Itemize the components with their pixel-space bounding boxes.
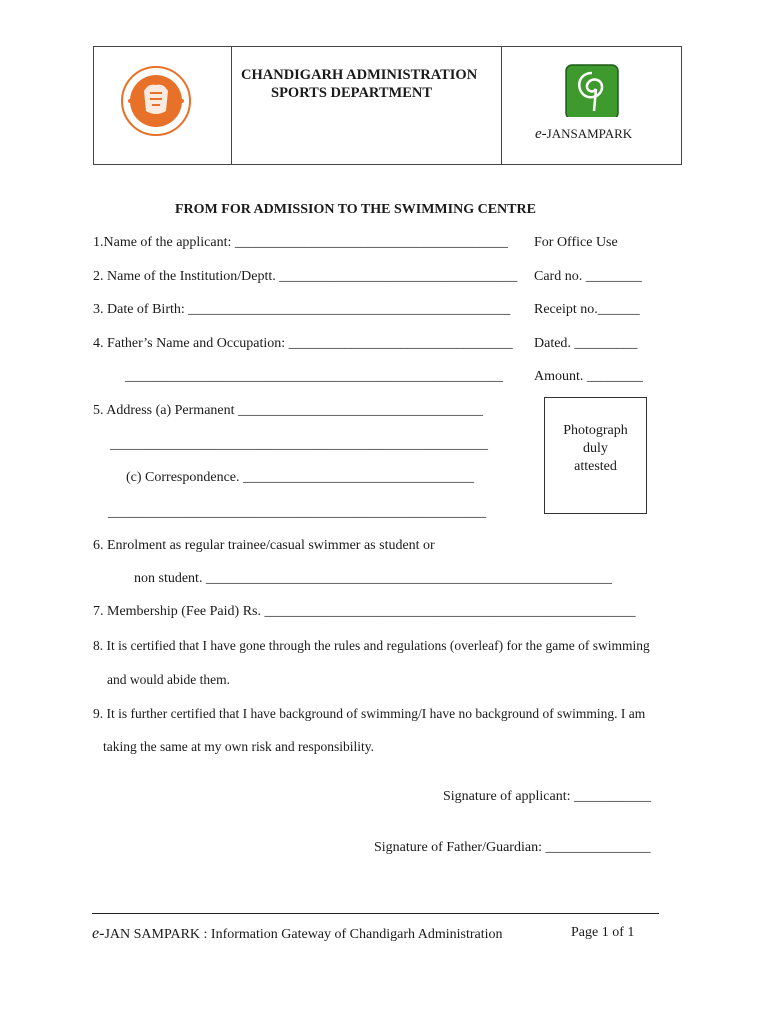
ejansampark-caption (535, 126, 632, 143)
chandigarh-seal-logo (94, 47, 231, 164)
photo-label-line3: attested (574, 459, 617, 474)
field-father-name[interactable]: 4. Father’s Name and Occupation: ________________________________ (93, 336, 513, 351)
office-card-no[interactable]: Card no. ________ (534, 269, 642, 284)
footer-divider (92, 913, 659, 914)
department-title: SPORTS DEPARTMENT (271, 85, 433, 101)
form-heading: FROM FOR ADMISSION TO THE SWIMMING CENTRE (175, 202, 536, 217)
field-date-of-birth[interactable]: 3. Date of Birth: ______________________________________________ (93, 302, 511, 317)
footer-prefix: e- (92, 925, 105, 942)
item8-line2: and would abide them. (107, 672, 230, 687)
footer-gateway-text (92, 925, 503, 943)
seal-cell (94, 47, 232, 164)
signature-applicant[interactable]: Signature of applicant: ___________ (443, 789, 652, 804)
office-receipt-no[interactable]: Receipt no.______ (534, 302, 640, 317)
brand-name: JANSAMPARK (546, 126, 633, 141)
field-institution[interactable]: 2. Name of the Institution/Deptt. __________________________________ (93, 269, 518, 284)
office-dated[interactable]: Dated. _________ (534, 336, 638, 351)
item8-line1: 8. It is certified that I have gone through the rules and regulations (overleaf) for the game of swimming (93, 638, 650, 653)
field-applicant-name[interactable]: 1.Name of the applicant: _______________________________________ (93, 235, 508, 250)
brand-prefix: e- (535, 126, 547, 142)
office-amount[interactable]: Amount. ________ (534, 369, 643, 384)
photograph-box (544, 397, 647, 514)
ejansampark-logo-icon (502, 47, 682, 117)
photo-label-line1: Photograph (563, 423, 628, 438)
item6-line2[interactable]: non student. __________________________________________________________ (134, 571, 612, 586)
field-address-permanent-line2[interactable]: ______________________________________________________ (110, 437, 488, 452)
item6-line1: 6. Enrolment as regular trainee/casual swimmer as student or (93, 538, 435, 553)
ejansampark-cell (501, 47, 682, 164)
field-address-correspondence-line2[interactable]: ______________________________________________________ (108, 505, 486, 520)
header-table (93, 46, 682, 165)
field-address-correspondence[interactable]: (c) Correspondence. _________________________________ (126, 470, 475, 485)
item7-membership[interactable]: 7. Membership (Fee Paid) Rs. _____________________________________________________ (93, 604, 636, 619)
footer-text: JAN SAMPARK : Information Gateway of Chandigarh Administration (104, 927, 503, 942)
page-number: Page 1 of 1 (571, 925, 635, 940)
photo-label-line2: duly (583, 441, 608, 456)
item9-line2: taking the same at my own risk and responsibility. (103, 739, 374, 754)
item9-line1: 9. It is further certified that I have background of swimming/I have no background of swimming. I am (93, 706, 646, 721)
signature-guardian[interactable]: Signature of Father/Guardian: _______________ (374, 840, 651, 855)
office-use-heading: For Office Use (534, 235, 618, 250)
field-address-permanent[interactable]: 5. Address (a) Permanent ___________________________________ (93, 403, 484, 418)
field-father-name-line2[interactable]: ______________________________________________________ (125, 369, 503, 384)
admin-title: CHANDIGARH ADMINISTRATION (241, 67, 478, 83)
